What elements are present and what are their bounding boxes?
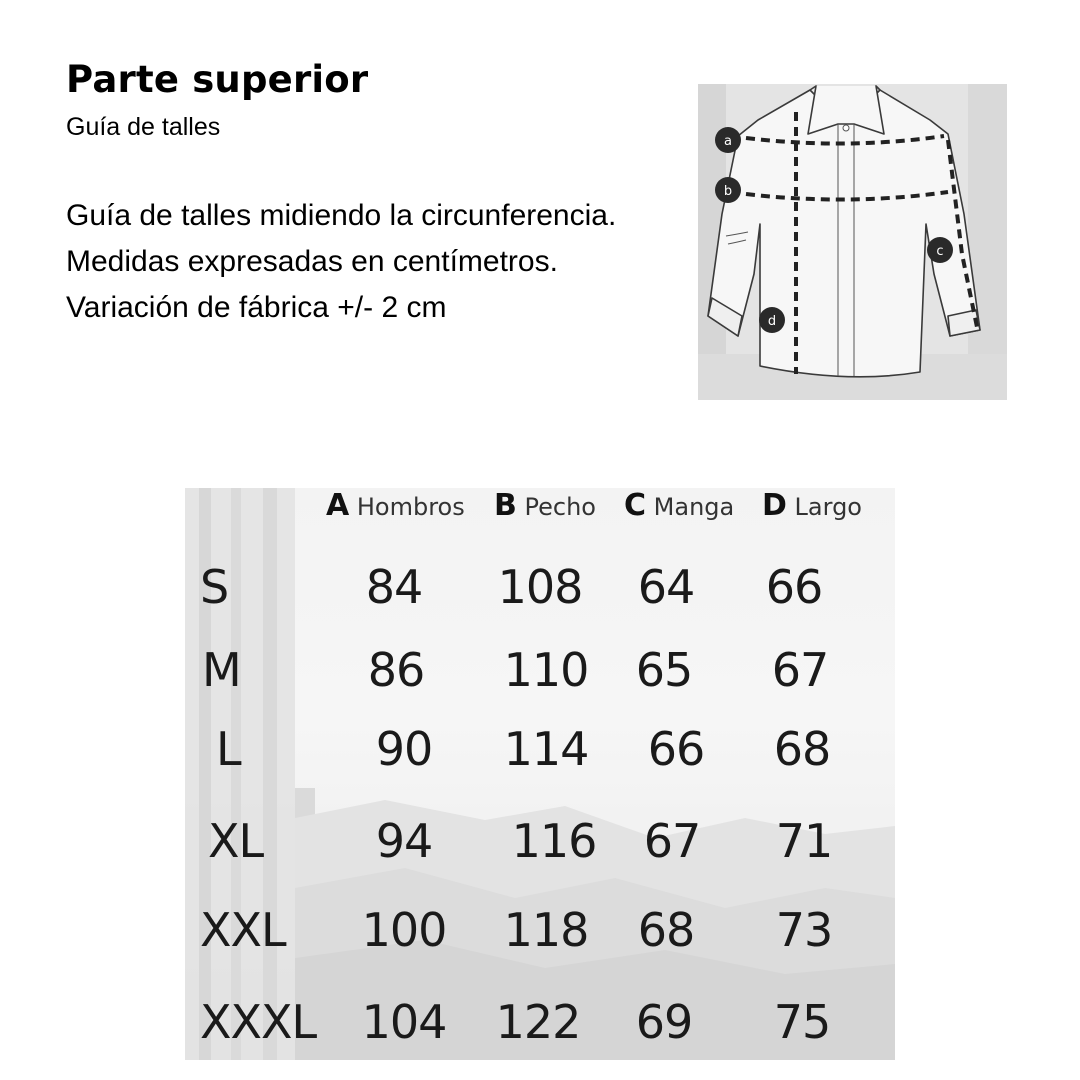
description-line: Medidas expresadas en centímetros.: [66, 245, 558, 278]
table-cell: 90: [375, 722, 433, 776]
column-header-pecho: B Pecho: [494, 488, 596, 523]
table-cell: 71: [775, 814, 833, 868]
size-label-xl: XL: [208, 814, 264, 868]
table-cell: 94: [375, 814, 433, 868]
size-label-l: L: [216, 722, 241, 776]
column-header-manga: C Manga: [624, 488, 735, 523]
table-cell: 122: [495, 995, 581, 1049]
description-line: Variación de fábrica +/- 2 cm: [66, 291, 447, 324]
marker-d: [759, 307, 785, 333]
table-cell: 65: [635, 643, 693, 697]
description-line: Guía de talles midiendo la circunferencia.: [66, 199, 617, 232]
svg-text:c: c: [936, 244, 944, 259]
table-cell: 68: [773, 722, 831, 776]
size-label-xxl: XXL: [200, 903, 286, 957]
table-cell: 110: [503, 643, 589, 697]
svg-text:a: a: [724, 134, 732, 149]
page-subtitle: Guía de talles: [66, 113, 221, 141]
table-cell: 114: [503, 722, 589, 776]
table-cell: 84: [365, 560, 423, 614]
table-cell: 67: [771, 643, 829, 697]
table-cell: 100: [361, 903, 447, 957]
table-cell: 86: [367, 643, 425, 697]
table-cell: 66: [647, 722, 705, 776]
size-label-xxxl: XXXL: [200, 995, 317, 1049]
table-cell: 66: [765, 560, 823, 614]
description-block: [66, 193, 616, 331]
shirt-measurement-diagram: [698, 84, 1007, 400]
marker-a: [715, 127, 741, 153]
table-cell: 116: [511, 814, 597, 868]
table-cell: 64: [637, 560, 695, 614]
size-label-m: M: [202, 643, 241, 697]
shirt-illustration: [698, 84, 1007, 400]
table-cell: 73: [775, 903, 833, 957]
table-cell: 104: [361, 995, 447, 1049]
table-cell: 108: [497, 560, 583, 614]
marker-b: [715, 177, 741, 203]
page-title: Parte superior: [66, 58, 369, 101]
size-label-s: S: [200, 560, 229, 614]
column-header-hombros: A Hombros: [326, 488, 465, 523]
table-cell: 75: [773, 995, 831, 1049]
svg-text:d: d: [767, 314, 777, 329]
svg-text:b: b: [723, 184, 733, 199]
table-cell: 118: [503, 903, 589, 957]
table-cell: 68: [637, 903, 695, 957]
table-cell: 67: [643, 814, 701, 868]
table-cell: 69: [635, 995, 693, 1049]
marker-c: [927, 237, 953, 263]
column-header-largo: D Largo: [762, 488, 862, 523]
